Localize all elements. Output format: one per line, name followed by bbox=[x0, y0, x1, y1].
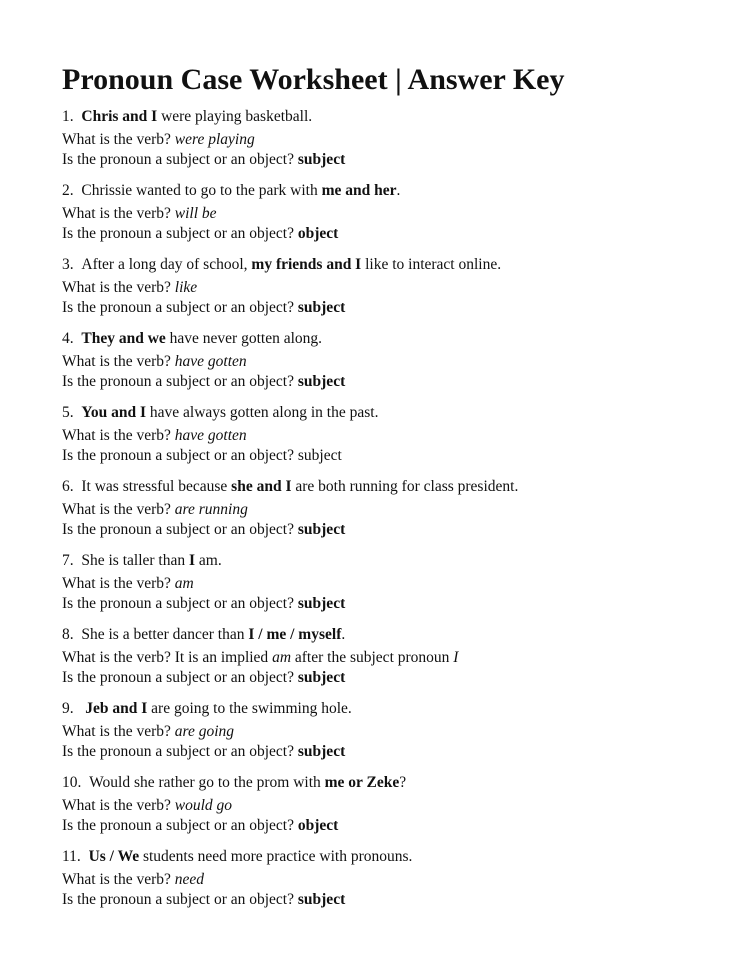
verb-prompt: What is the verb? bbox=[62, 723, 175, 740]
case-line bbox=[62, 816, 732, 836]
case-prompt: Is the pronoun a subject or an object? bbox=[62, 150, 298, 168]
verb-answer: were playing bbox=[174, 131, 255, 148]
case-line bbox=[62, 890, 732, 910]
sentence-text: After a long day of school, bbox=[81, 256, 252, 273]
sentence-text: like to interact online. bbox=[361, 256, 502, 273]
verb-line bbox=[62, 278, 732, 298]
verb-prompt: What is the verb? bbox=[62, 427, 175, 444]
question-item bbox=[62, 696, 732, 770]
question-item bbox=[62, 622, 732, 696]
case-line bbox=[62, 224, 732, 244]
verb-line bbox=[62, 796, 732, 816]
case-prompt: Is the pronoun a subject or an object? bbox=[62, 520, 298, 538]
question-number: 8. bbox=[62, 626, 82, 643]
case-prompt: Is the pronoun a subject or an object? bbox=[62, 224, 298, 242]
verb-answer: I bbox=[453, 649, 459, 666]
case-line bbox=[62, 742, 732, 762]
question-sentence bbox=[62, 474, 732, 500]
sentence-text: . bbox=[396, 182, 401, 199]
case-prompt: Is the pronoun a subject or an object? bbox=[62, 594, 298, 612]
case-answer: subject bbox=[297, 594, 346, 612]
question-item bbox=[62, 548, 732, 622]
question-sentence bbox=[62, 178, 732, 204]
case-answer: subject bbox=[297, 150, 346, 168]
question-item bbox=[62, 104, 732, 178]
case-prompt: Is the pronoun a subject or an object? bbox=[62, 446, 298, 464]
question-item bbox=[62, 770, 732, 844]
case-prompt: Is the pronoun a subject or an object? bbox=[62, 668, 298, 686]
case-answer: object bbox=[297, 816, 339, 834]
question-number: 6. bbox=[62, 478, 82, 495]
sentence-text: She is taller than bbox=[81, 552, 189, 569]
question-item bbox=[62, 326, 732, 400]
sentence-text: ? bbox=[399, 774, 407, 791]
sentence-text: have never gotten along. bbox=[165, 330, 323, 347]
case-answer: subject bbox=[297, 890, 346, 908]
pronoun-highlight: Us / We bbox=[88, 848, 140, 865]
case-prompt: Is the pronoun a subject or an object? bbox=[62, 742, 298, 760]
sentence-text: She is a better dancer than bbox=[81, 626, 249, 643]
case-line bbox=[62, 520, 732, 540]
verb-prompt: What is the verb? bbox=[62, 353, 175, 370]
case-line bbox=[62, 298, 732, 318]
verb-answer: It is an implied bbox=[174, 649, 273, 666]
case-line bbox=[62, 372, 732, 392]
pronoun-highlight: I bbox=[189, 552, 196, 569]
case-answer: subject bbox=[297, 742, 346, 760]
case-line bbox=[62, 150, 732, 170]
pronoun-highlight: me and her bbox=[321, 182, 397, 199]
pronoun-highlight: Jeb and I bbox=[81, 700, 148, 717]
case-prompt: Is the pronoun a subject or an object? bbox=[62, 816, 298, 834]
sentence-text: were playing basketball. bbox=[157, 108, 313, 125]
verb-prompt: What is the verb? bbox=[62, 649, 175, 666]
verb-answer: will be bbox=[174, 205, 217, 222]
question-item bbox=[62, 474, 732, 548]
verb-answer: are going bbox=[174, 723, 235, 740]
pronoun-highlight: I / me / myself bbox=[248, 626, 342, 643]
verb-answer: after the subject pronoun bbox=[291, 649, 454, 666]
question-sentence bbox=[62, 326, 732, 352]
page-title: Pronoun Case Worksheet | Answer Key bbox=[62, 63, 565, 96]
question-sentence bbox=[62, 770, 732, 796]
verb-line bbox=[62, 130, 732, 150]
question-list bbox=[62, 104, 732, 918]
question-sentence bbox=[62, 104, 732, 130]
sentence-text: students need more practice with pronouns. bbox=[139, 848, 413, 865]
question-sentence bbox=[62, 696, 732, 722]
question-number: 4. bbox=[62, 330, 82, 347]
question-sentence bbox=[62, 622, 732, 648]
verb-prompt: What is the verb? bbox=[62, 575, 175, 592]
verb-prompt: What is the verb? bbox=[62, 205, 175, 222]
sentence-text: Would she rather go to the prom with bbox=[89, 774, 325, 791]
case-answer: subject bbox=[297, 668, 346, 686]
verb-answer: am bbox=[174, 575, 194, 592]
case-line bbox=[62, 668, 732, 688]
sentence-text: are going to the swimming hole. bbox=[147, 700, 352, 717]
case-answer: subject bbox=[297, 446, 342, 464]
question-number: 3. bbox=[62, 256, 82, 273]
verb-answer: need bbox=[174, 871, 205, 888]
verb-answer: have gotten bbox=[174, 353, 247, 370]
pronoun-highlight: They and we bbox=[81, 330, 166, 347]
question-number: 2. bbox=[62, 182, 82, 199]
verb-prompt: What is the verb? bbox=[62, 871, 175, 888]
pronoun-highlight: You and I bbox=[81, 404, 146, 421]
sentence-text: . bbox=[341, 626, 346, 643]
question-sentence bbox=[62, 548, 732, 574]
case-answer: subject bbox=[297, 298, 346, 316]
verb-prompt: What is the verb? bbox=[62, 279, 175, 296]
verb-line bbox=[62, 870, 732, 890]
question-item bbox=[62, 400, 732, 474]
question-sentence bbox=[62, 844, 732, 870]
sentence-text: are both running for class president. bbox=[291, 478, 519, 495]
sentence-text: am. bbox=[195, 552, 222, 569]
case-line bbox=[62, 446, 732, 466]
case-prompt: Is the pronoun a subject or an object? bbox=[62, 298, 298, 316]
question-sentence bbox=[62, 252, 732, 278]
verb-line bbox=[62, 204, 732, 224]
verb-prompt: What is the verb? bbox=[62, 797, 175, 814]
case-line bbox=[62, 594, 732, 614]
sentence-text: It was stressful because bbox=[81, 478, 232, 495]
question-sentence bbox=[62, 400, 732, 426]
case-answer: object bbox=[297, 224, 339, 242]
verb-answer: would go bbox=[174, 797, 233, 814]
verb-line bbox=[62, 722, 732, 742]
verb-answer: are running bbox=[174, 501, 248, 518]
case-prompt: Is the pronoun a subject or an object? bbox=[62, 890, 298, 908]
question-number: 1. bbox=[62, 108, 82, 125]
question-item bbox=[62, 178, 732, 252]
verb-answer: have gotten bbox=[174, 427, 247, 444]
pronoun-highlight: she and I bbox=[231, 478, 292, 495]
verb-answer: like bbox=[174, 279, 198, 296]
case-answer: subject bbox=[297, 520, 346, 538]
question-item bbox=[62, 844, 732, 918]
verb-prompt: What is the verb? bbox=[62, 131, 175, 148]
verb-line bbox=[62, 500, 732, 520]
verb-prompt: What is the verb? bbox=[62, 501, 175, 518]
question-number: 11. bbox=[62, 848, 89, 865]
sentence-text: have always gotten along in the past. bbox=[146, 404, 379, 421]
question-number: 10. bbox=[62, 774, 90, 791]
verb-line bbox=[62, 352, 732, 372]
pronoun-highlight: Chris and I bbox=[81, 108, 158, 125]
question-number: 5. bbox=[62, 404, 82, 421]
verb-line bbox=[62, 426, 732, 446]
sentence-text: Chrissie wanted to go to the park with bbox=[81, 182, 322, 199]
verb-answer: am bbox=[272, 649, 292, 666]
question-item bbox=[62, 252, 732, 326]
verb-line bbox=[62, 648, 732, 668]
pronoun-highlight: my friends and I bbox=[251, 256, 362, 273]
pronoun-highlight: me or Zeke bbox=[324, 774, 400, 791]
verb-line bbox=[62, 574, 732, 594]
case-prompt: Is the pronoun a subject or an object? bbox=[62, 372, 298, 390]
question-number: 9. bbox=[62, 700, 82, 717]
question-number: 7. bbox=[62, 552, 82, 569]
case-answer: subject bbox=[297, 372, 346, 390]
